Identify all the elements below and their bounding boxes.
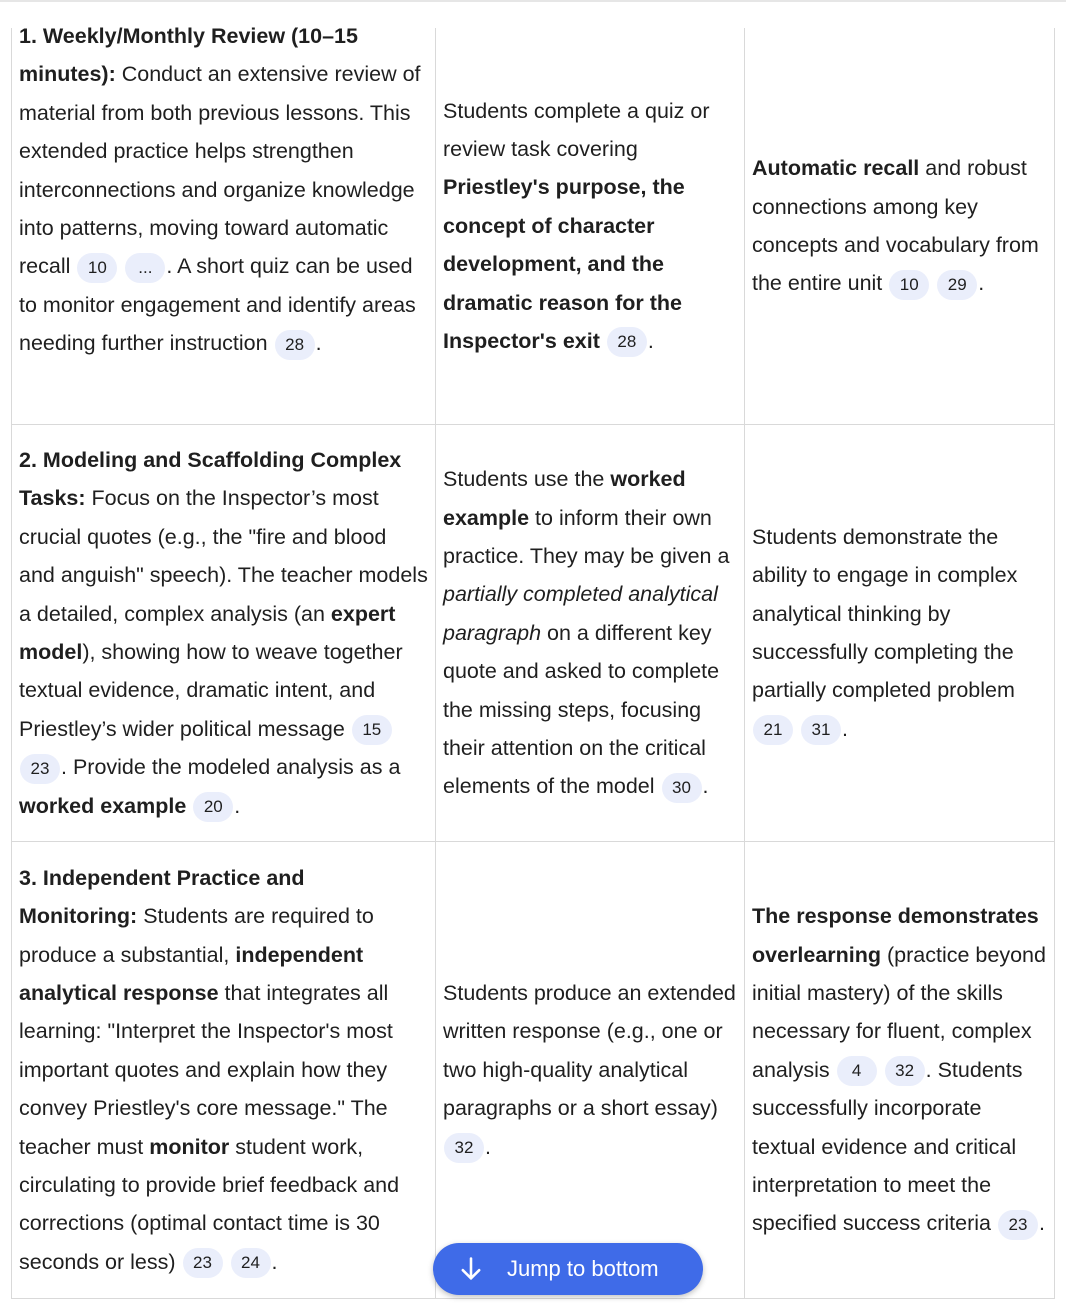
table-row xyxy=(12,28,1055,425)
outcome-cell: Students demonstrate the ability to engage in complex analytical thinking by successfully completing the partially completed problem 21 31 . xyxy=(745,425,1055,842)
citation-chip[interactable]: 21 xyxy=(753,715,793,745)
citation-chip[interactable]: 23 xyxy=(998,1210,1038,1240)
citation-chip[interactable]: 15 xyxy=(352,715,392,745)
jump-to-bottom-button[interactable] xyxy=(433,1243,703,1295)
citation-chip[interactable]: 29 xyxy=(937,270,977,300)
activity-cell: 2. Modeling and Scaffolding Complex Tasks: Focus on the Inspector’s most crucial quotes (e.g., the "fire and blood and anguish" speech). The teacher models a detailed, complex analysis (an expert model), showing how to weave together textual evidence, dramatic intent, and Priestley’s wider political message 15 23 . Provide the modeled analysis as a worked example 20 . xyxy=(12,425,436,842)
citation-chip[interactable]: 31 xyxy=(801,715,841,745)
evidence-cell: Students use the worked example to inform their own practice. They may be given a partially completed analytical paragraph on a different key quote and asked to complete the missing steps, focusing their attention on the critical elements of the model 30 . xyxy=(436,425,745,842)
outcome-cell: The response demonstrates overlearning (practice beyond initial mastery) of the skills necessary for fluent, complex analysis 4 32 . Students successfully incorporate textual evidence and critical interpretation to meet the specified success criteria 23 . xyxy=(745,842,1055,1299)
citation-chip[interactable]: 4 xyxy=(837,1056,877,1086)
evidence-cell: Students complete a quiz or review task covering Priestley's purpose, the concept of character development, and the dramatic reason for the Inspector's exit 28 . xyxy=(436,28,745,425)
activity-cell: 1. Weekly/Monthly Review (10–15 minutes): Conduct an extensive review of material from both previous lessons. This extended practice helps strengthen interconnections and organize knowledge into patterns, moving toward automatic recall 10 ... . A short quiz can be used to monitor engagement and identify areas needing further instruction 28 . xyxy=(12,28,436,425)
citation-chip[interactable]: 10 xyxy=(889,270,929,300)
citation-chip[interactable]: 28 xyxy=(275,330,315,360)
evidence-cell: Students produce an extended written response (e.g., one or two high-quality analytical paragraphs or a short essay) 32 . xyxy=(436,842,745,1299)
table-row xyxy=(12,842,1055,1299)
outcome-cell: Automatic recall and robust connections among key concepts and vocabulary from the entire unit 10 29 . xyxy=(745,28,1055,425)
arrow-down-icon xyxy=(457,1255,485,1283)
activity-title: 3. Independent Practice and Monitoring: xyxy=(19,865,305,929)
citation-chip[interactable]: 30 xyxy=(662,773,702,803)
citation-more-chip[interactable]: ... xyxy=(125,253,165,283)
activity-title: 1. Weekly/Monthly Review (10–15 minutes): xyxy=(19,24,358,87)
lesson-plan-table xyxy=(11,24,1055,1299)
citation-chip[interactable]: 23 xyxy=(20,754,60,784)
citation-chip[interactable]: 32 xyxy=(885,1056,925,1086)
citation-chip[interactable]: 10 xyxy=(77,253,117,283)
citation-chip[interactable]: 23 xyxy=(183,1248,223,1278)
activity-title: 2. Modeling and Scaffolding Complex Tasks: xyxy=(19,447,402,511)
top-divider xyxy=(0,0,1066,2)
citation-chip[interactable]: 28 xyxy=(607,327,647,357)
activity-cell: 3. Independent Practice and Monitoring: Students are required to produce a substantial, independent analytical response that integrates all learning: "Interpret the Inspector's most important quotes and explain how they convey Priestley's core message." The teacher must monitor student work, circulating to provide brief feedback and corrections (optimal contact time is 30 seconds or less) 23 24 . xyxy=(12,842,436,1299)
table-row xyxy=(12,425,1055,842)
citation-chip[interactable]: 32 xyxy=(444,1133,484,1163)
jump-to-bottom-label: Jump to bottom xyxy=(507,1256,659,1281)
citation-chip[interactable]: 24 xyxy=(231,1248,271,1278)
citation-chip[interactable]: 20 xyxy=(193,792,233,822)
